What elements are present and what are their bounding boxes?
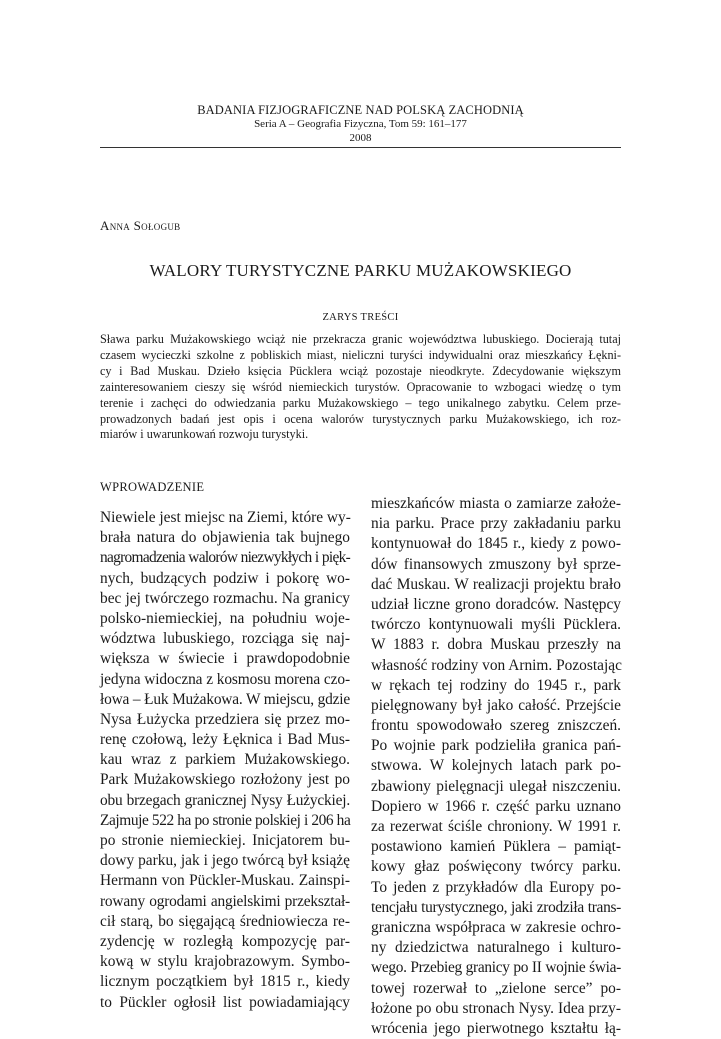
body-line: Nysa Łużycka przedziera się przez mo- <box>100 710 350 728</box>
body-line: za rezerwat ściśle chroniony. W 1991 r. <box>371 818 621 835</box>
body-line: kau wraz z parkiem Mużakowskiego. <box>100 751 350 769</box>
body-line: mieszkańców miasta o zamiarze założe- <box>371 495 621 512</box>
body-line: kontynuował do 1845 r., kiedy z powo- <box>371 535 621 553</box>
body-line: rowany ogrodami angielskimi przekształ- <box>100 892 350 910</box>
body-line: bec jej twórczego rozmachu. Na granicy <box>100 589 350 607</box>
body-line: po stronie niemieckiej. Inicjatorem bu- <box>100 832 350 849</box>
body-line: nych, budzących podziw i pokorę wo- <box>100 569 350 587</box>
body-line: towej rozerwał to „zielone serce” po- <box>371 979 621 997</box>
body-line: dać Muskau. W realizacji projektu brało <box>371 575 621 593</box>
journal-header <box>100 103 621 145</box>
body-line: dowy parku, jak i jego twórcą był książę <box>100 852 350 870</box>
body-line: renę czołową, leży Łęknica i Bad Mus- <box>100 731 350 749</box>
body-line: to Pückler ogłosił list powiadamiający <box>100 993 350 1011</box>
body-line: nia parku. Prace przy zakładaniu parku <box>371 515 621 533</box>
body-line: graniczna współpraca w zakresie ochro- <box>371 918 621 936</box>
body-line: obu brzegach granicznej Nysy Łużyckiej. <box>100 791 350 809</box>
journal-year: 2008 <box>349 132 372 144</box>
abstract-line: terenie i zachęci do odwiedzania parku Mużakowskiego – tego unikalnego zabytku. Celem prze- <box>100 395 621 410</box>
body-line: Zajmuje 522 ha po stronie polskiej i 206 ha <box>100 811 351 829</box>
body-line: brała natura do objawienia tak bujnego <box>100 529 350 547</box>
body-line: stwowa. W kolejnych latach park po- <box>371 757 621 775</box>
section-heading: WPROWADZENIE <box>100 480 205 494</box>
body-line: zbawiony pielęgnacji ulegał niszczeniu. <box>371 777 621 795</box>
header-divider <box>100 147 621 148</box>
body-line: nagromadzenia walorów niezwykłych i pięk- <box>100 549 350 567</box>
body-line: łowa – Łuk Mużakowa. W miejscu, gdzie <box>100 690 350 708</box>
body-line: pielęgnowany był jako całość. Przejście <box>371 696 621 714</box>
body-line: W 1883 r. dobra Muskau przeszły na <box>371 636 621 654</box>
body-line: dów finansowych zmuszony był sprze- <box>371 555 621 573</box>
body-line: cił starą, bo sięgającą średniowiecza re- <box>100 912 350 930</box>
body-line: Dopiero w 1966 r. część parku uznano <box>371 797 621 815</box>
body-column-right <box>371 494 621 1039</box>
body-line: udział liczne grono doradców. Następcy <box>371 595 621 613</box>
abstract-line: miarów i uwarunkowań rozwoju turystyki. <box>100 427 309 442</box>
body-line: wrócenia jego pierwotnego kształtu łą- <box>371 1019 621 1037</box>
abstract-line: czasem wycieczki szkolne z pobliskich miast, nieliczni turyści indywidualni oraz mieszkańcy Łękni- <box>100 347 621 362</box>
body-line: wego. Przebieg granicy po II wojnie świa- <box>371 959 621 977</box>
journal-series: Seria A – Geografia Fizyczna, Tom 59: 161–177 <box>254 118 467 130</box>
abstract-text <box>100 332 621 443</box>
abstract-heading: ZARYS TREŚCI <box>322 312 399 323</box>
abstract-line: zainteresowaniem cieszy się wśród niemieckich turystów. Opracowanie to wzbogaci wiedzę o tym <box>100 379 621 394</box>
body-line: kową w stylu krajobrazowym. Symbo- <box>100 953 350 971</box>
body-line: Park Mużakowskiego rozłożony jest po <box>100 771 350 789</box>
abstract-line: cy i Bad Muskau. Dzieło księcia Pücklera wciąż pozostaje nieodkryte. Zdecydowanie większym <box>100 363 621 378</box>
body-line: frontu spowodowało szereg zniszczeń. <box>371 717 621 735</box>
article-title: WALORY TURYSTYCZNE PARKU MUŻAKOWSKIEGO <box>149 261 572 280</box>
journal-title: BADANIA FIZJOGRAFICZNE NAD POLSKĄ ZACHODNIĄ <box>197 103 524 117</box>
body-line: kowy głaz poświęcony twórcy parku. <box>371 858 621 876</box>
body-line: Po wojnie park podzieliła granica pań- <box>371 737 621 755</box>
body-line: łożone po obu stronach Nysy. Idea przy- <box>371 999 621 1017</box>
body-line: ny dziedzictwa naturalnego i kulturo- <box>371 939 621 957</box>
body-line: większa w świecie i prawdopodobnie <box>100 650 350 668</box>
body-line: tencjału turystycznego, jaki zrodziła trans- <box>371 898 621 916</box>
body-line: jedyna widoczna z kosmosu morena czo- <box>100 670 350 688</box>
body-line: Niewiele jest miejsc na Ziemi, które wy- <box>100 509 351 526</box>
body-column-left <box>100 508 350 1013</box>
body-line: Hermann von Pückler-Muskau. Zainspi- <box>100 872 350 890</box>
body-line: postawiono kamień Püklera – pamiąt- <box>371 838 621 856</box>
author-name: Anna Sołogub <box>100 218 181 233</box>
body-line: wództwa lubuskiego, rozciąga się naj- <box>100 630 350 648</box>
body-line: twórczo kontynuowali myśli Pücklera. <box>371 616 621 634</box>
body-line: własność rodziny von Arnim. Pozostając <box>371 656 622 674</box>
abstract-line: Sława parku Mużakowskiego wciąż nie przekracza granic województwa lubuskiego. Docierają tutaj <box>100 332 621 346</box>
body-line: zydencję w rozległą kompozycję par- <box>100 932 350 950</box>
body-line: polsko-niemieckiej, na południu woje- <box>100 609 350 627</box>
body-line: To jeden z przykładów dla Europy po- <box>371 878 621 896</box>
abstract-line: prowadzonych badań jest opis i ocena walorów turystycznych parku Mużakowskiego, ich roz- <box>100 411 621 426</box>
body-line: licznym początkiem był 1815 r., kiedy <box>100 973 350 991</box>
body-line: w rękach tej rodziny do 1945 r., park <box>371 676 621 694</box>
